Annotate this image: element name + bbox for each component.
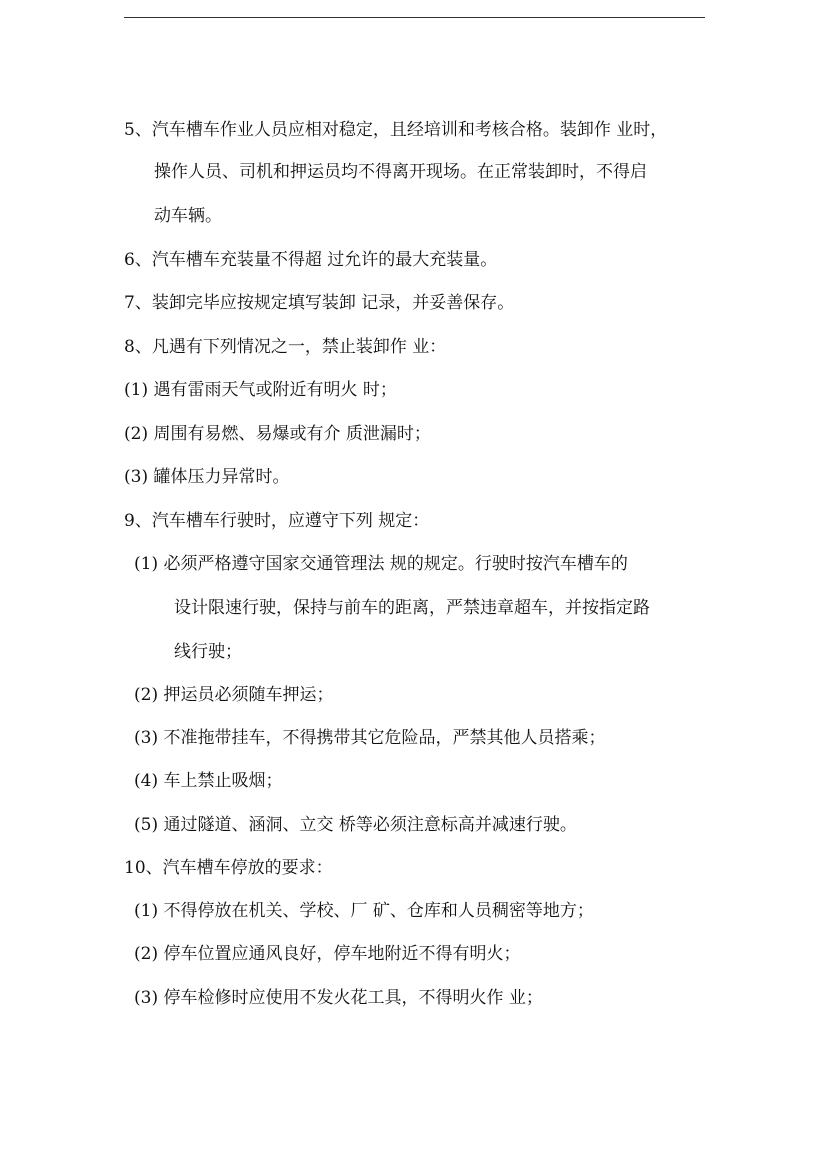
- text-line: (3) 停车检修时应使用不发火花工具，不得明火作 业；: [134, 988, 543, 1008]
- text-line: (3) 罐体压力异常时。: [124, 467, 290, 487]
- text-line: 7、装卸完毕应按规定填写装卸 记录，并妥善保存。: [124, 293, 515, 313]
- text-line: (5) 通过隧道、涵洞、立交 桥等必须注意标高并减速行驶。: [134, 815, 577, 835]
- header-rule: [124, 17, 705, 18]
- text-line: (2) 停车位置应通风良好，停车地附近不得有明火；: [134, 944, 521, 964]
- text-line: (2) 押运员必须随车押运；: [134, 685, 334, 705]
- text-line: 操作人员、司机和押运员均不得离开现场。在正常装卸时，不得启: [154, 162, 647, 182]
- text-line: 6、汽车槽车充装量不得超 过允许的最大充装量。: [124, 250, 498, 270]
- text-line: (4) 车上禁止吸烟；: [134, 771, 283, 791]
- text-line: (1) 不得停放在机关、学校、厂 矿、仓库和人员稠密等地方；: [134, 901, 594, 921]
- text-line: 10、汽车槽车停放的要求：: [124, 858, 333, 878]
- text-line: 线行驶；: [174, 642, 242, 662]
- text-line: 9、汽车槽车行驶时，应遵守下列 规定：: [124, 511, 430, 531]
- text-line: (3) 不准拖带挂车，不得携带其它危险品，严禁其他人员搭乘；: [134, 728, 606, 748]
- text-line: (2) 周围有易燃、易爆或有介 质泄漏时；: [124, 424, 431, 444]
- text-line: 8、凡遇有下列情况之一，禁止装卸作 业：: [124, 337, 447, 357]
- text-line: (1) 必须严格遵守国家交通管理法 规的规定。行驶时按汽车槽车的: [134, 554, 628, 574]
- text-line: 动车辆。: [154, 206, 222, 226]
- text-line: (1) 遇有雷雨天气或附近有明火 时；: [124, 380, 397, 400]
- text-line: 设计限速行驶，保持与前车的距离，严禁违章超车，并按指定路: [174, 598, 650, 618]
- text-line: 5、汽车槽车作业人员应相对稳定，且经培训和考核合格。装卸作 业时，: [124, 120, 668, 140]
